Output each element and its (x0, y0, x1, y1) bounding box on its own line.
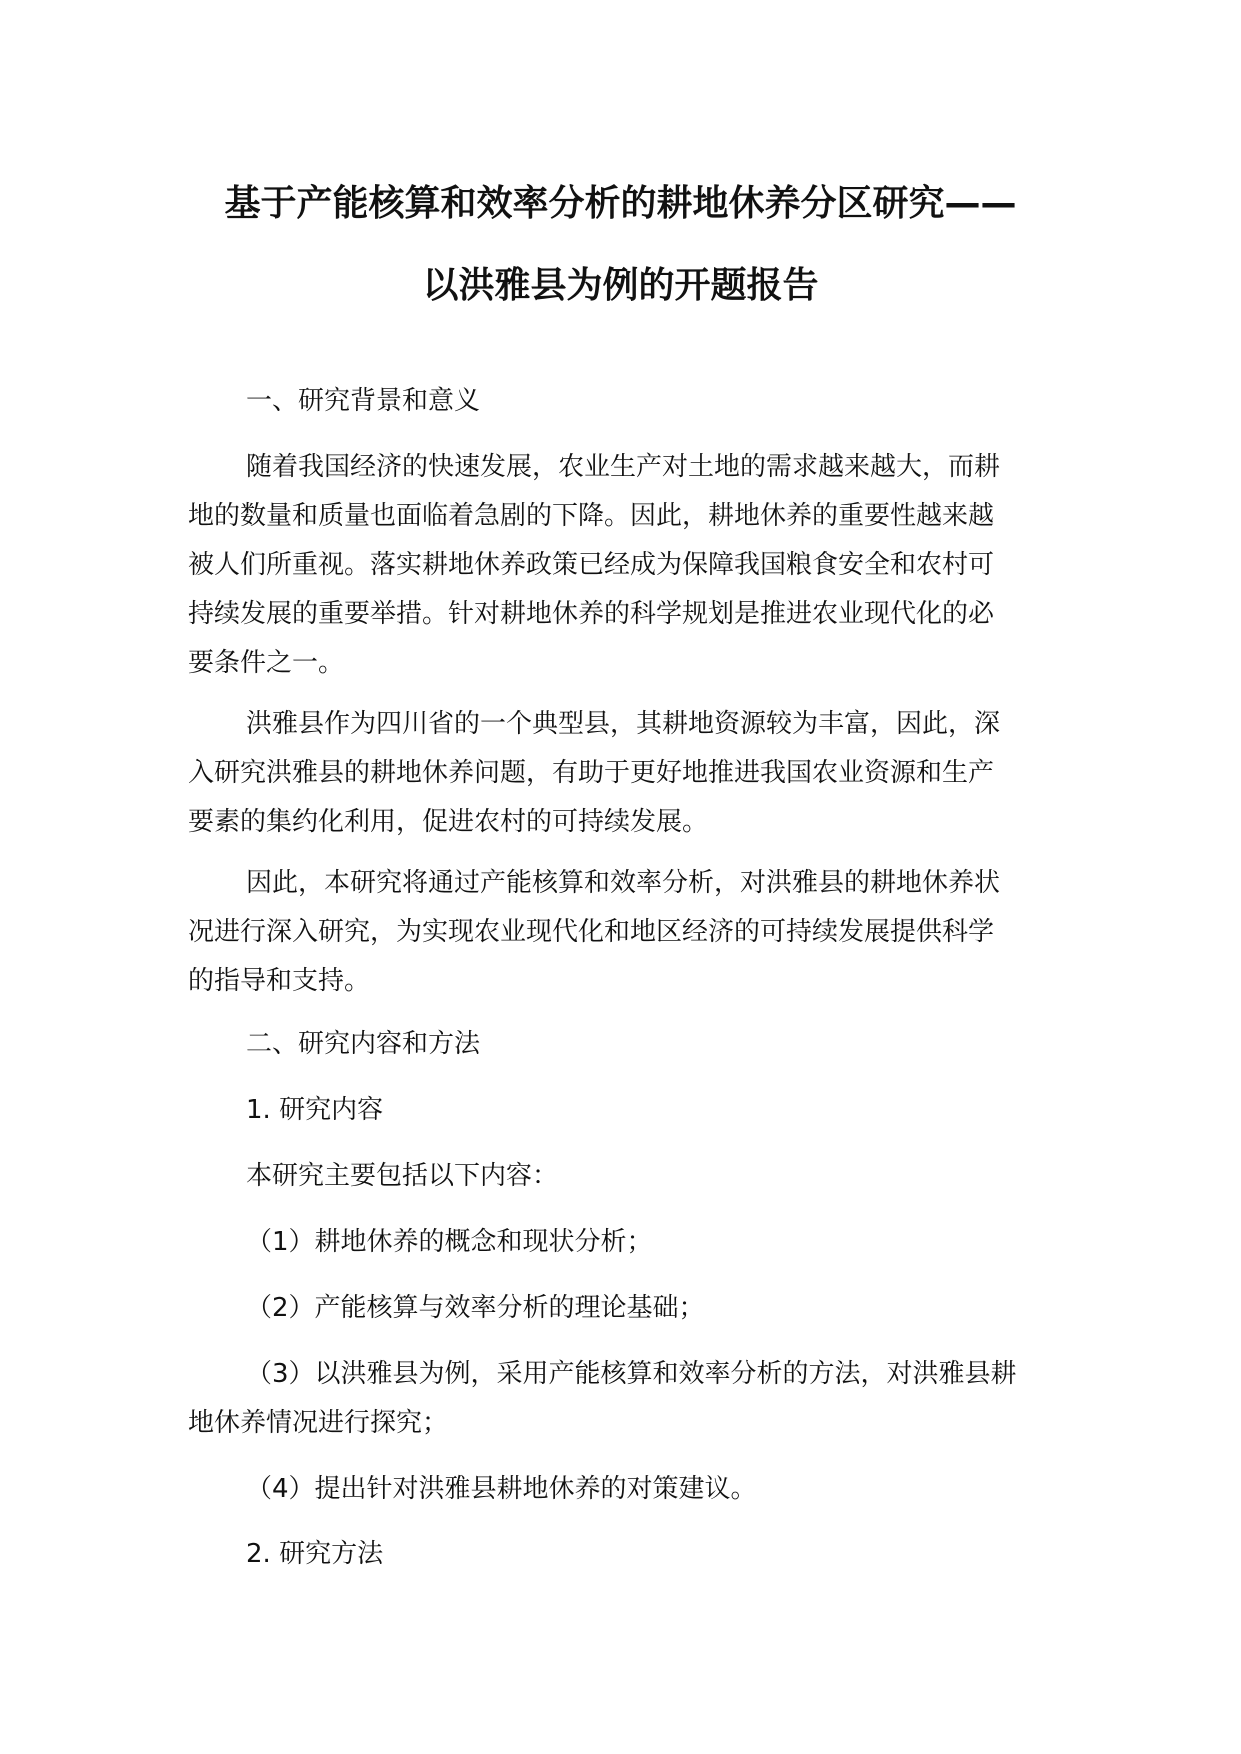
list-item: （4）提出针对洪雅县耕地休养的对策建议。 (246, 1474, 757, 1504)
paragraph-line: 的指导和支持。 (188, 966, 371, 996)
subsection-heading-content: 1. 研究内容 (246, 1095, 384, 1125)
document-title-line-2: 以洪雅县为例的开题报告 (422, 265, 819, 306)
section-heading-content-methods: 二、研究内容和方法 (246, 1029, 481, 1059)
paragraph-line: 要素的集约化利用，促进农村的可持续发展。 (188, 807, 709, 837)
paragraph-line: 被人们所重视。落实耕地休养政策已经成为保障我国粮食安全和农村可 (188, 550, 995, 580)
paragraph-line: 地的数量和质量也面临着急剧的下降。因此，耕地休养的重要性越来越 (188, 501, 995, 531)
paragraph-line: 因此，本研究将通过产能核算和效率分析，对洪雅县的耕地休养状 (246, 868, 1001, 898)
paragraph-line: 要条件之一。 (188, 648, 345, 678)
section-heading-background: 一、研究背景和意义 (246, 386, 481, 416)
list-item-continuation: 地休养情况进行探究； (188, 1408, 449, 1438)
list-item: （2）产能核算与效率分析的理论基础； (246, 1293, 705, 1323)
subsection-heading-methods: 2. 研究方法 (246, 1539, 384, 1569)
paragraph-line: 持续发展的重要举措。针对耕地休养的科学规划是推进农业现代化的必 (188, 599, 995, 629)
list-item: （1）耕地休养的概念和现状分析； (246, 1227, 653, 1257)
paragraph-line: 本研究主要包括以下内容： (246, 1161, 559, 1191)
paragraph-line: 况进行深入研究，为实现农业现代化和地区经济的可持续发展提供科学 (188, 917, 995, 947)
document-title-line-1: 基于产能核算和效率分析的耕地休养分区研究—— (224, 183, 1017, 224)
list-item: （3）以洪雅县为例，采用产能核算和效率分析的方法，对洪雅县耕 (246, 1359, 1017, 1389)
paragraph-line: 洪雅县作为四川省的一个典型县，其耕地资源较为丰富，因此，深 (246, 709, 1001, 739)
paragraph-line: 入研究洪雅县的耕地休养问题，有助于更好地推进我国农业资源和生产 (188, 758, 995, 788)
paragraph-line: 随着我国经济的快速发展，农业生产对土地的需求越来越大，而耕 (246, 452, 1001, 482)
